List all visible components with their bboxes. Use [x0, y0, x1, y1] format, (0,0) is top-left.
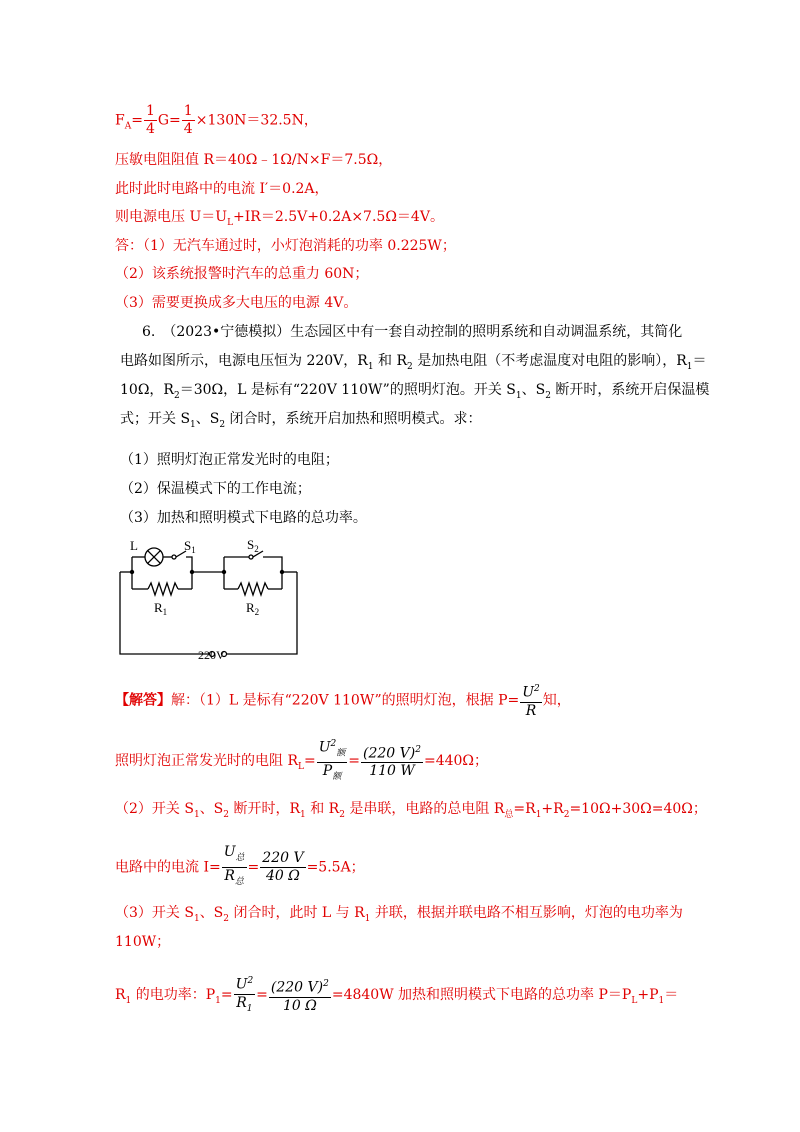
junction-dot	[280, 570, 284, 574]
problem-line-3	[120, 381, 709, 405]
text: =	[348, 753, 361, 770]
text: +IR＝2.5V+0.2A×7.5Ω＝4V。	[233, 209, 444, 225]
numerator: 1	[145, 103, 155, 119]
solution-line-3: （2）开关 $S_1$、$S_2$ 断开时，$R_1$ 和 $R_2$ 是串联，电路的总电阻 $R_总=R_1+R_2=10\Omega+30\Omega=40\Omega$；	[115, 801, 707, 820]
formula-force	[115, 103, 318, 138]
denominator: P	[322, 763, 333, 780]
subscript: 1	[686, 361, 693, 372]
superscript: 2	[534, 684, 540, 694]
numerator: 1	[183, 103, 193, 119]
text: 电路中的电流 I	[115, 859, 209, 876]
text: =	[247, 859, 260, 876]
denominator: 4	[183, 121, 193, 137]
subscript: 额	[332, 772, 342, 783]
text: 知，	[542, 692, 571, 709]
text: =	[131, 112, 143, 129]
text: =	[208, 859, 221, 876]
resistance-line: 压敏电阻阻值 R＝40Ω﹣1Ω/N×F＝7.5Ω，	[115, 152, 393, 168]
label-s2: $S_2$	[247, 537, 259, 554]
text: 式；开关 S	[120, 411, 191, 427]
fraction	[144, 103, 157, 138]
solution-line-4	[115, 844, 365, 891]
lamp-cross	[148, 551, 161, 564]
text: 电路如图所示，电源电压恒为 220V，R	[120, 353, 368, 369]
numerator: (220 V)	[363, 745, 416, 762]
solution-line-7: $R_1$ 的电功率：$P_1=$ $\frac{U^2}{R_1}$ = $\frac{(220 V)^2}{10 \Omega}$ =4840W 加热和照明模式下电路的总功率 $P=P_L+P_1=$	[115, 973, 678, 1017]
subscript: A	[124, 121, 132, 132]
fraction	[361, 742, 423, 781]
text: 则电源电压 U＝U	[115, 209, 228, 225]
label-voltage: 220V	[198, 648, 225, 662]
text: 闭合时，系统开启加热和照明模式。求：	[225, 411, 482, 427]
switch-contact	[172, 555, 176, 559]
text: 、S	[521, 382, 546, 398]
text: 10Ω，R	[120, 382, 174, 398]
solution-line-5: （3）开关 $S_1$、$S_2$ 闭合时，此时 L 与 $R_1$ 并联，根据并联电路不相互影响，灯泡的电功率为	[115, 905, 683, 924]
solution-line-1	[115, 681, 571, 720]
label-r2: $R_2$	[246, 600, 260, 617]
text: （1）无汽车通过时，小灯泡消耗的功率 0.225W；	[143, 238, 456, 254]
answer-2: （2）该系统报警时汽车的总重力 60N；	[115, 266, 369, 282]
numerator: U	[522, 684, 535, 701]
fraction: $\frac{U^2}{R_1}$	[234, 973, 256, 1017]
text: ＝	[692, 353, 707, 369]
subscript: 2	[407, 361, 413, 372]
text: =5.5A；	[306, 859, 365, 876]
fraction	[317, 736, 348, 786]
problem-line-2	[120, 352, 706, 376]
junction-dot	[222, 570, 226, 574]
text: ＝30Ω，L 是标有“220V 110W”的照明灯泡。开关 S	[179, 382, 516, 398]
voltage-line	[115, 208, 444, 232]
subscript: 2	[219, 419, 226, 430]
fraction: $\frac{(220 V)^2}{10 \Omega}$	[269, 976, 331, 1015]
text: =	[303, 753, 316, 770]
junction-dot	[190, 570, 194, 574]
resistor-r1-icon	[148, 583, 178, 595]
current-line: 此时此时电路中的电流 I′＝0.2A，	[115, 181, 329, 197]
answer-1	[115, 237, 456, 255]
answer-label: 答：	[115, 238, 143, 254]
superscript: 2	[415, 744, 421, 755]
question-1: （1）照明灯泡正常发光时的电阻；	[120, 452, 339, 468]
answer-3: （3）需要更换成多大电压的电源 4V。	[115, 295, 358, 311]
text: ×130N＝32.5N，	[195, 112, 318, 129]
text: F	[115, 112, 125, 129]
text: 断开时，系统开启保温模	[550, 382, 710, 398]
fraction	[182, 103, 195, 138]
subscript: 2	[173, 390, 180, 401]
circuit-diagram	[112, 537, 312, 662]
subscript: 2	[545, 390, 551, 401]
solution-line-6: 110W；	[115, 934, 171, 950]
text: 、S	[195, 411, 220, 427]
switch-contact	[249, 555, 253, 559]
denominator: R	[525, 702, 537, 719]
subscript: L	[227, 217, 234, 228]
text: 是加热电阻（不考虑温度对电阻的影响），R	[412, 353, 687, 369]
label-r1: $R_1$	[154, 600, 168, 617]
subscript: L	[298, 761, 304, 772]
problem-line-1: 6. （2023•宁德模拟）生态园区中有一套自动控制的照明系统和自动调温系统，其简化	[142, 324, 683, 340]
wire-right-bottom	[224, 572, 297, 654]
solution-tag: 【解答】	[115, 692, 171, 709]
question-3: （3）加热和照明模式下电路的总功率。	[120, 510, 367, 526]
text: 解：（1）L 是标有“220V 110W”的照明灯泡，根据 P=	[171, 692, 520, 709]
subscript: 1	[190, 419, 196, 430]
resistor-r2-icon	[238, 583, 268, 595]
junction-dot	[130, 570, 134, 574]
numerator: U	[318, 739, 331, 756]
subscript: 1	[515, 390, 522, 401]
question-2: （2）保温模式下的工作电流；	[120, 481, 311, 497]
fraction	[520, 681, 542, 720]
solution-line-2	[115, 736, 488, 786]
subscript: 额	[336, 748, 346, 759]
fraction: $\frac{U_总}{R_总}$	[223, 844, 245, 887]
text: 照明灯泡正常发光时的电阻 R	[115, 753, 298, 770]
superscript: 2	[330, 739, 337, 749]
label-s1: $S_1$	[184, 538, 196, 555]
fraction: $\frac{220 V}{40 \Omega}$	[262, 849, 304, 884]
subscript: 1	[367, 361, 374, 372]
text: G=	[157, 112, 181, 129]
denominator: 4	[145, 121, 155, 137]
text: =440Ω；	[423, 753, 489, 770]
denominator: 110 W	[369, 763, 415, 780]
problem-line-4	[120, 410, 482, 434]
text: 和 R	[373, 353, 408, 369]
label-lamp: L	[130, 538, 138, 553]
